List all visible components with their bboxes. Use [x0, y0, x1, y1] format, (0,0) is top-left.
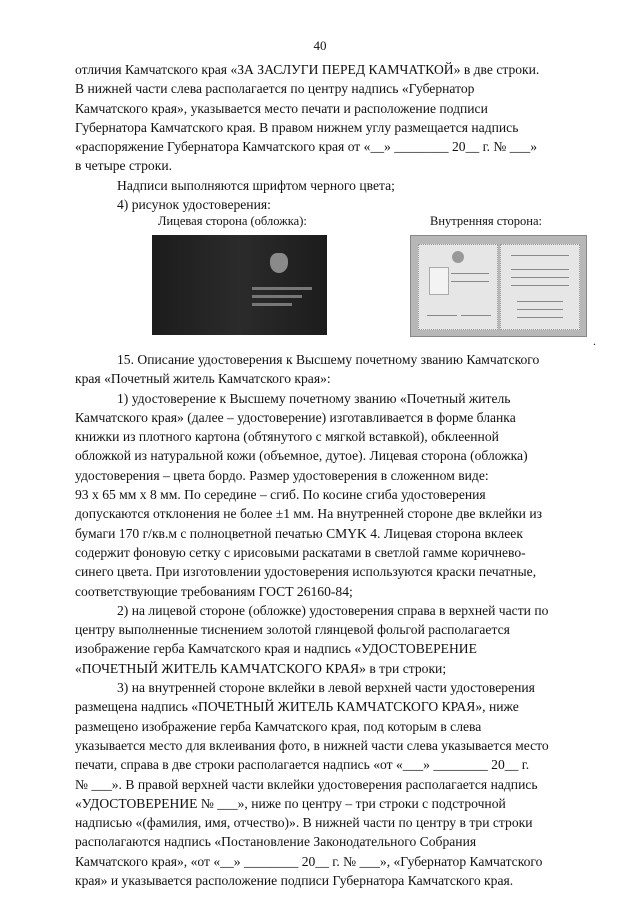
- item-3-line: края» и указывается расположение подписи Губернатора Камчатского края.: [75, 873, 514, 889]
- page-number: 40: [313, 38, 327, 53]
- font-note-paragraph: [75, 176, 595, 215]
- item-2-line: 2) на лицевой стороне (обложке) удостоверения справа в верхней части по: [117, 602, 549, 618]
- item-3-line: надписью «(фамилия, имя, отчество)». В нижней части по центру в три строки: [75, 815, 533, 831]
- certificate-inner-image: [410, 235, 587, 337]
- caption-inner: Внутренняя сторона:: [430, 214, 542, 228]
- intro-paragraph: [75, 60, 595, 176]
- item-3-line: указывается место для вклеивания фото, в нижней части слева указывается место: [75, 737, 549, 753]
- photo-placeholder: [429, 267, 449, 295]
- item-1-line: книжки из плотного картона (обтянутого с мягкой вставкой), обклеенной: [75, 429, 499, 445]
- item-1-line: допускаются отклонения не более ±1 мм. На внутренней стороне две вклейки из: [75, 506, 542, 522]
- item-1-line: 1) удостоверение к Высшему почетному званию «Почетный житель: [117, 390, 511, 406]
- item-3-line: 3) на внутренней стороне вклейки в левой верхней части удостоверения: [117, 680, 535, 696]
- item-3-line: размещено изображение герба Камчатского края, под которым в слева: [75, 718, 482, 734]
- item-1-line: Камчатского края» (далее – удостоверение) изготавливается в форме бланка: [75, 409, 516, 425]
- trailing-dot: .: [593, 334, 596, 348]
- certificate-cover-image: [152, 235, 327, 335]
- caption-front: Лицевая сторона (обложка):: [158, 214, 307, 228]
- item-3-line: располагаются надпись «Постановление Законодательного Собрания: [75, 834, 477, 850]
- text-line: в четыре строки.: [75, 158, 173, 174]
- item-1-line: бумаги 170 г/кв.м с полноцветной печатью CMYK 4. Лицевая сторона вклеек: [75, 525, 523, 541]
- item-2-line: центру выполненные тиснением золотой глянцевой фольгой располагается: [75, 622, 510, 638]
- item-1-line: синего цвета. При изготовлении удостоверения используются краски печатные,: [75, 564, 537, 580]
- section-heading-line: 15. Описание удостоверения к Высшему почетному званию Камчатского: [117, 352, 540, 367]
- item-4-label: 4) рисунок удостоверения:: [117, 197, 271, 213]
- font-note: Надписи выполняются шрифтом черного цвета;: [117, 178, 395, 193]
- item-1-line: удостоверения – цвета бордо. Размер удостоверения в сложенном виде:: [75, 467, 489, 483]
- item-2-line: «ПОЧЕТНЫЙ ЖИТЕЛЬ КАМЧАТСКОГО КРАЯ» в три строки;: [75, 660, 447, 676]
- text-line: Губернатора Камчатского края. В правом нижнем углу размещается надпись: [75, 119, 519, 135]
- section-heading-line: края «Почетный житель Камчатского края»:: [75, 371, 331, 387]
- item-2-line: изображение герба Камчатского края и надпись «УДОСТОВЕРЕНИЕ: [75, 641, 477, 657]
- section-15: [75, 350, 595, 890]
- text-line: «распоряжение Губернатора Камчатского края от «__» ________ 20__ г. № ___»: [75, 139, 537, 155]
- item-3-line: № ___». В правой верхней части вклейки удостоверения располагается надпись: [75, 776, 538, 792]
- item-3-line: размещена надпись «ПОЧЕТНЫЙ ЖИТЕЛЬ КАМЧАТСКОГО КРАЯ», ниже: [75, 699, 519, 715]
- text-line: Камчатского края», указывается место печати и расположение подписи: [75, 100, 488, 116]
- coat-of-arms-icon: [270, 253, 288, 273]
- item-1-line: соответствующие требованиям ГОСТ 26160-84;: [75, 583, 353, 599]
- item-3-line: печати, справа в две строки располагается надпись «от «___» ________ 20__ г.: [75, 757, 530, 773]
- text-line: отличия Камчатского края «ЗА ЗАСЛУГИ ПЕРЕД КАМЧАТКОЙ» в две строки.: [75, 62, 540, 77]
- coat-of-arms-icon: [452, 251, 464, 263]
- item-1-line: 93 х 65 мм х 8 мм. По середине – сгиб. По косине сгиба удостоверения: [75, 487, 486, 503]
- item-3-line: Камчатского края», «от «__» ________ 20__ г. № ___», «Губернатор Камчатского: [75, 853, 543, 869]
- item-3-line: «УДОСТОВЕРЕНИЕ № ___», ниже по центру – три строки с подстрочной: [75, 795, 506, 811]
- item-1-line: обложкой из натуральной кожи (объемное, дутое). Лицевая сторона (обложка): [75, 448, 528, 464]
- text-line: В нижней части слева располагается по центру надпись «Губернатор: [75, 81, 475, 97]
- item-1-line: содержит фоновую сетку с ирисовыми раскатами в светлой гамме коричнево-: [75, 544, 526, 560]
